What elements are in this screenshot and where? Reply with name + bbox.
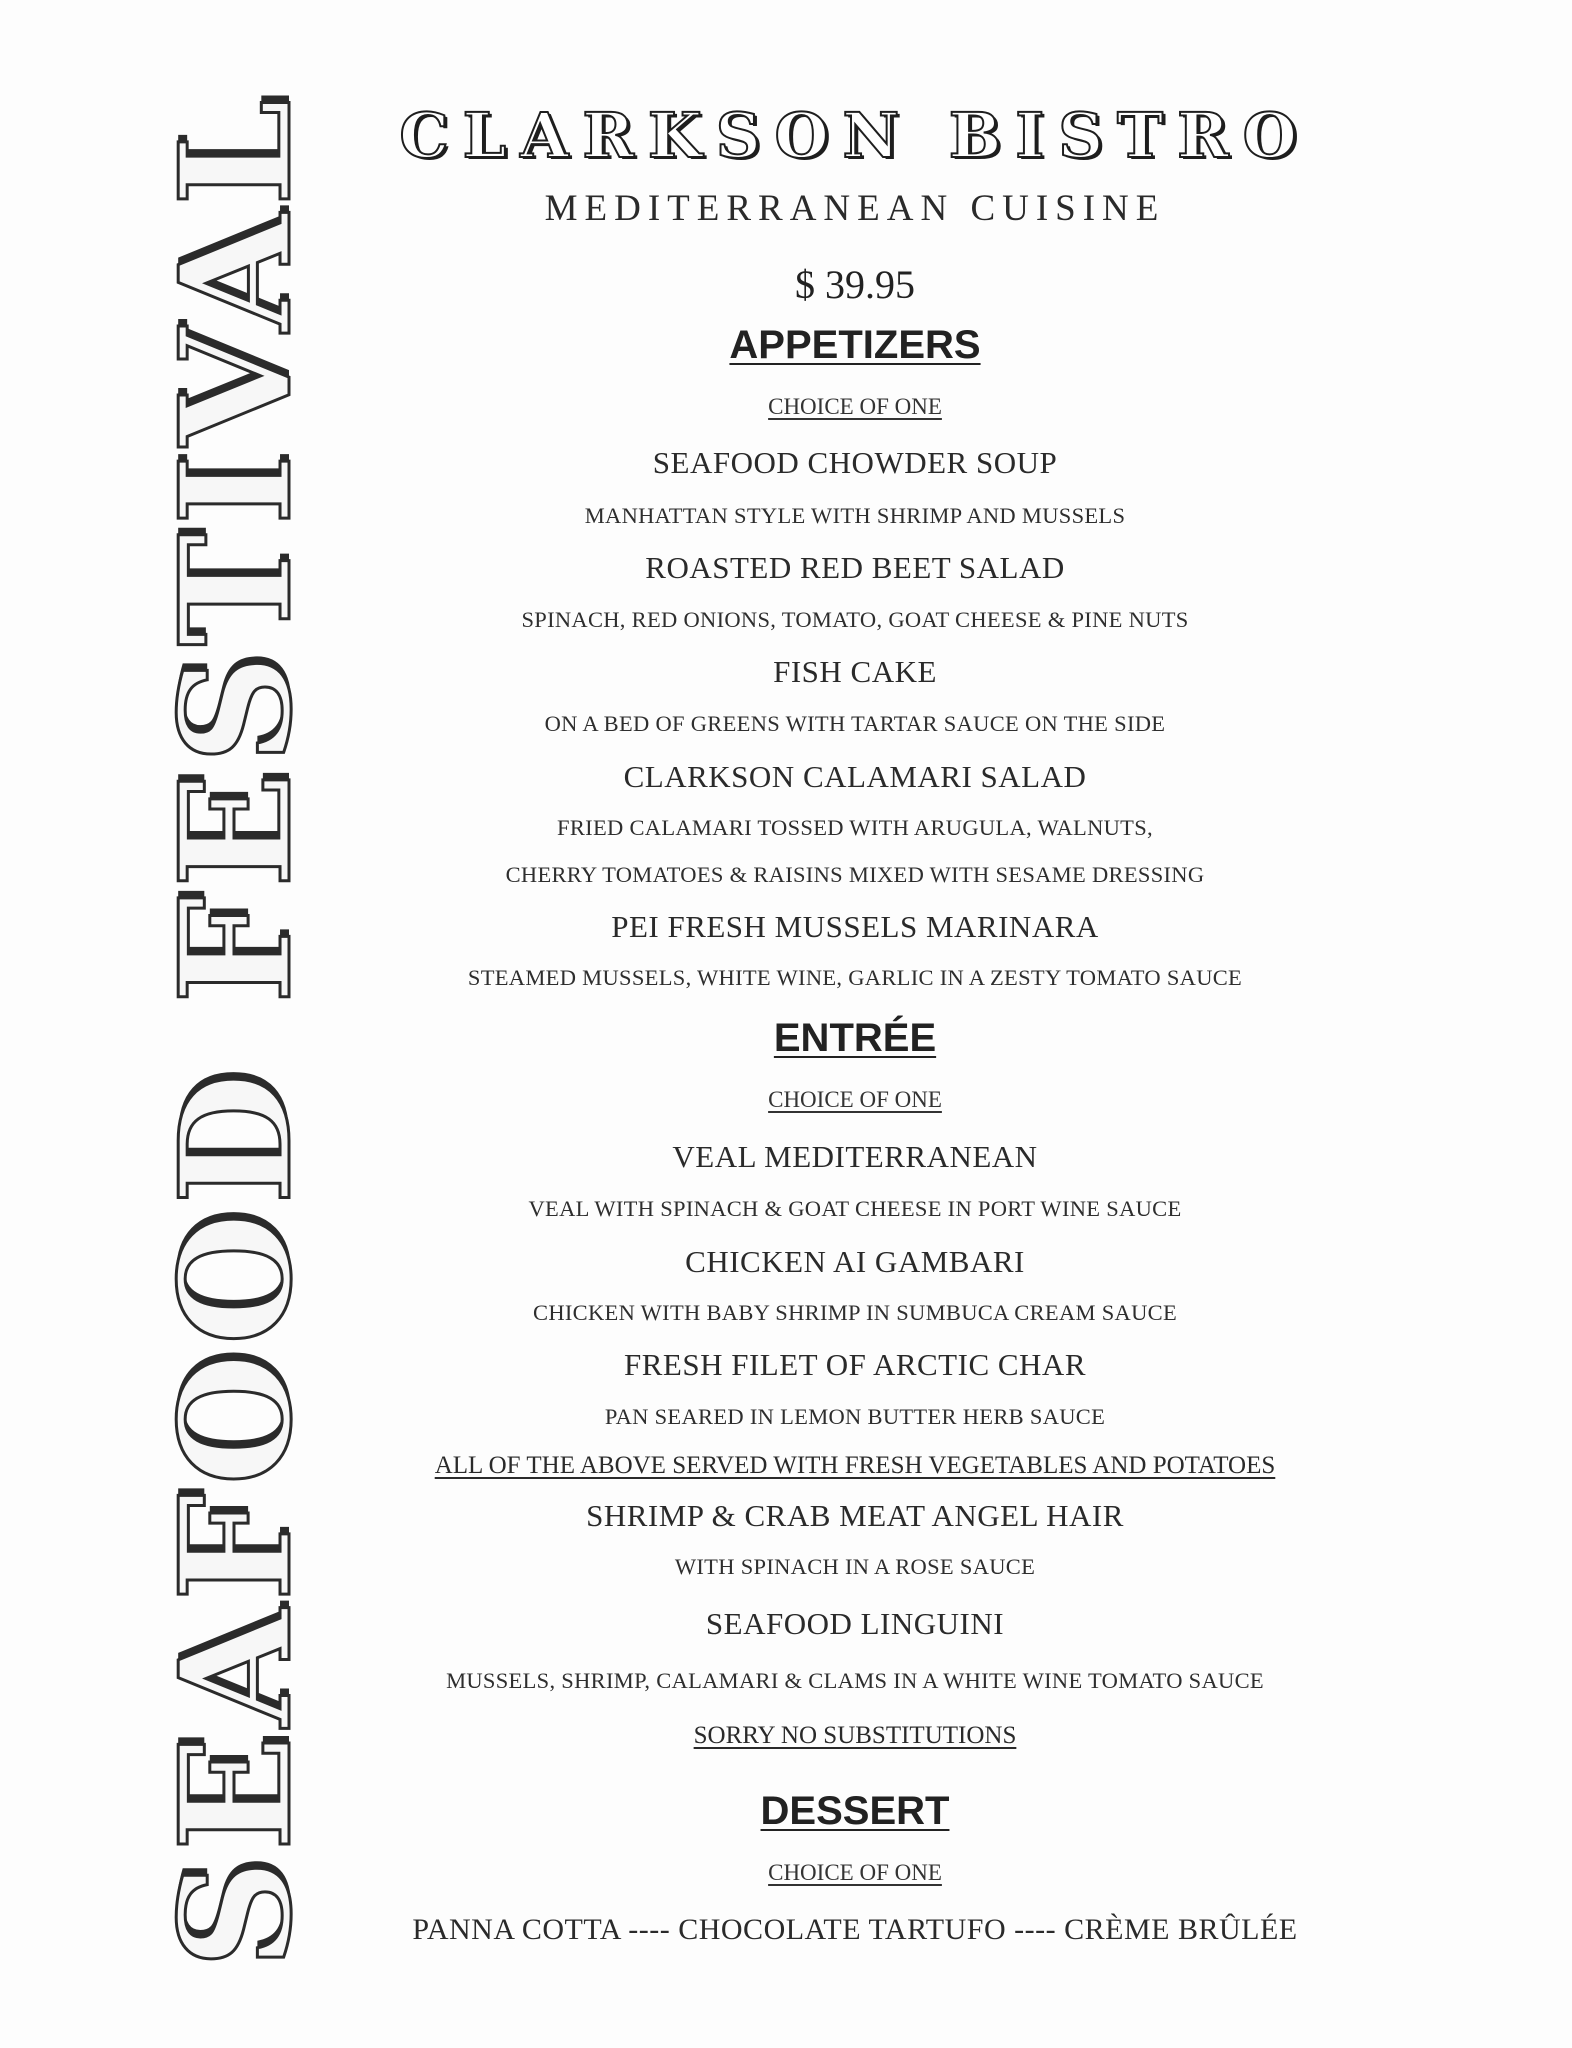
restaurant-name: CLARKSON BISTRO [399,99,1311,172]
menu-item-description: PAN SEARED IN LEMON BUTTER HERB SAUCE [604,1404,1106,1429]
dessert-heading: DESSERT [760,1789,950,1833]
served-with-note: ALL OF THE ABOVE SERVED WITH FRESH VEGETABLES AND POTATOES [434,1452,1276,1479]
menu-item-description: CHICKEN WITH BABY SHRIMP IN SUMBUCA CREAM SAUCE [533,1300,1177,1325]
entree-heading: ENTRÉE [773,1016,937,1060]
menu-item-name: ROASTED RED BEET SALAD [645,550,1065,585]
menu-price: $ 39.95 [795,262,915,307]
menu-item-description: CHERRY TOMATOES & RAISINS MIXED WITH SESAME DRESSING [505,862,1205,887]
dessert-choice-note: CHOICE OF ONE [768,1860,942,1885]
menu-item-name: CLARKSON CALAMARI SALAD [623,759,1087,794]
dessert-options: PANNA COTTA ---- CHOCOLATE TARTUFO ---- CRÈME BRÛLÉE [412,1913,1298,1946]
menu-item-description: MANHATTAN STYLE WITH SHRIMP AND MUSSELS [584,503,1126,528]
menu-item-name: FISH CAKE [773,654,937,689]
menu-item-name: CHICKEN AI GAMBARI [685,1244,1025,1279]
menu-item-description: MUSSELS, SHRIMP, CALAMARI & CLAMS IN A WHITE WINE TOMATO SAUCE [446,1668,1264,1693]
menu-item-description: WITH SPINACH IN A ROSE SAUCE [674,1554,1036,1579]
menu-item-name: FRESH FILET OF ARCTIC CHAR [623,1347,1086,1382]
menu-item-name: SHRIMP & CRAB MEAT ANGEL HAIR [586,1498,1124,1533]
menu-item-name: SEAFOOD LINGUINI [705,1606,1005,1641]
menu-item-description: VEAL WITH SPINACH & GOAT CHEESE IN PORT WINE SAUCE [528,1196,1182,1221]
menu-item-name: PEI FRESH MUSSELS MARINARA [611,909,1099,944]
menu-item-name: VEAL MEDITERRANEAN [672,1139,1038,1174]
menu-item-description: SPINACH, RED ONIONS, TOMATO, GOAT CHEESE & PINE NUTS [521,607,1189,632]
cuisine-subtitle: MEDITERRANEAN CUISINE [544,188,1166,229]
menu-item-description: FRIED CALAMARI TOSSED WITH ARUGULA, WALNUTS, [557,815,1153,840]
menu-item-description: ON A BED OF GREENS WITH TARTAR SAUCE ON THE SIDE [544,711,1166,736]
menu-item-name: SEAFOOD CHOWDER SOUP [652,445,1058,480]
entree-choice-note: CHOICE OF ONE [768,1087,942,1112]
menu-item-description: STEAMED MUSSELS, WHITE WINE, GARLIC IN A ZESTY TOMATO SAUCE [467,965,1243,990]
appetizers-heading: APPETIZERS [729,323,981,367]
menu-body [360,0,1350,2048]
side-title-seafood-festival: SEAFOOD FESTIVAL [146,91,325,1969]
no-substitutions-note: SORRY NO SUBSTITUTIONS [693,1722,1017,1749]
appetizers-choice-note: CHOICE OF ONE [768,394,942,419]
